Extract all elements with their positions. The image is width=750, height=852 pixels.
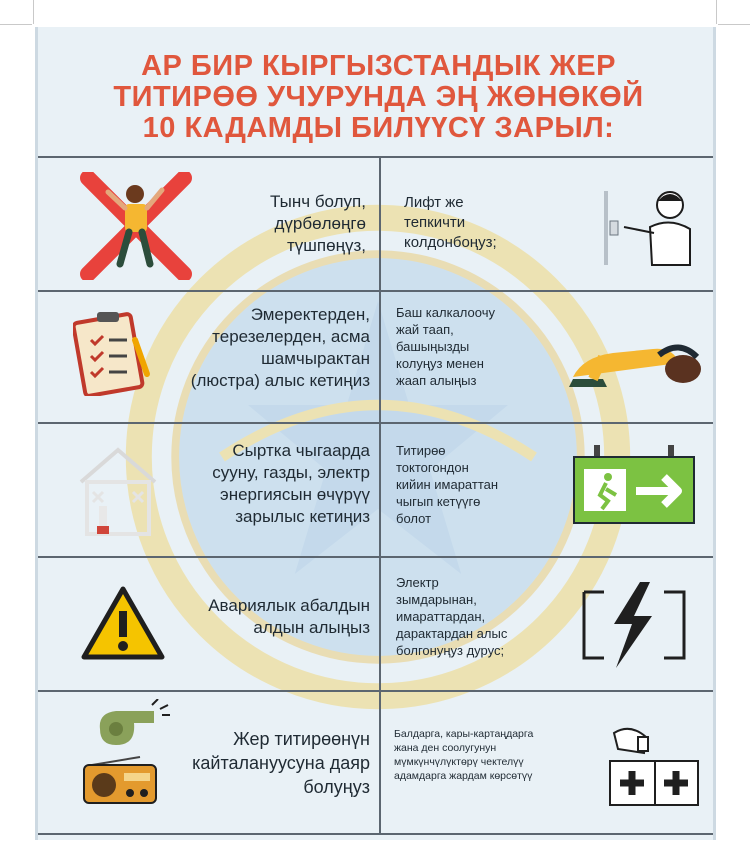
text-line: Балдарга, кары-картаңдарга [394,728,534,740]
step-text [148,304,370,392]
text-line: кайталануусуна даяр [192,753,370,773]
crop-mark [716,0,717,24]
text-line: зарылыс кетиңиз [235,507,370,526]
panic-person-icon [80,172,192,280]
text-line: тепкичти [404,214,466,231]
lightning-icon [580,580,688,670]
text-line: Баш калкалоочу [396,305,495,320]
text-line: кийин имараттан [396,477,499,492]
text-line: терезелерден, асма [212,327,370,346]
row-divider [38,690,716,692]
radio-icon [80,755,160,805]
step-text [158,727,370,799]
text-line: токтогондон [396,460,469,475]
step-text [396,442,538,527]
text-line: шамчырактан [261,349,370,368]
crop-mark [718,24,750,25]
text-line: Титирөө [396,443,446,458]
text-line: сууну, газды, электр [212,463,370,482]
text-line: мүмкүнчүлүктөрү чектелүү [394,756,524,768]
text-line: дүрбөлөңгө [274,214,366,233]
text-line: зымдарынан, [396,592,477,607]
row-divider [38,156,716,158]
text-line: дарактардан алыс [396,626,508,641]
text-line: жай таап, [396,322,454,337]
page-title [38,51,716,144]
text-line: колдонбоңуз; [404,234,497,251]
step-text [158,440,370,528]
text-line: колуңуз менен [396,356,484,371]
text-line: жаап алыңыз [396,373,477,388]
house-utility-icon [73,442,163,538]
text-line: болуңуз [303,777,370,797]
warning-triangle-icon [80,585,166,661]
text-line: Эмеректерден, [250,305,370,324]
text-line: адамдарга жардам көрсөтүү [394,770,533,782]
checklist-icon [73,310,153,396]
wall-switch-person-icon [600,185,700,273]
text-line: (люстра) алыс кетиңиз [190,371,370,390]
row-divider [38,556,716,558]
text-line: Авариялык абалдын [208,596,370,615]
text-line: чыгып кетүүгө [396,494,481,509]
row-divider [38,422,716,424]
text-line: жана ден соолугунун [394,742,497,754]
text-line: имараттардан, [396,609,486,624]
step-text [396,304,536,389]
exit-sign-icon [570,445,698,527]
text-line: башыңызды [396,339,470,354]
step-text [394,727,590,783]
duck-cover-person-icon [563,317,703,397]
poster [35,27,716,840]
crop-mark [0,24,32,25]
row-divider [38,833,716,835]
step-text [158,595,370,639]
text-line: алдын алыңыз [253,618,370,637]
title-line: 10 КАДАМДЫ БИЛҮҮСҮ ЗАРЫЛ: [142,112,615,144]
text-line: Тынч болуп, [270,192,366,211]
step-text [404,193,544,253]
title-line: ТИТИРӨӨ УЧУРУНДА ЭҢ ЖӨНӨКӨЙ [113,81,644,113]
text-line: Сыртка чыгаарда [232,441,370,460]
crop-mark [33,0,34,24]
row-divider [38,290,716,292]
text-line: энергиясын өчүрүү [220,485,370,504]
text-line: Электр [396,575,439,590]
text-line: Жер титирөөнүн [233,729,370,749]
step-text [208,191,366,257]
text-line: Лифт же [404,194,464,211]
text-line: болот [396,511,432,526]
text-line: түшпөңүз, [287,236,366,255]
title-line: АР БИР КЫРГЫЗСТАНДЫК ЖЕР [141,50,616,82]
text-line: болгонуңуз дурус; [396,643,505,658]
first-aid-kit-icon [604,719,704,809]
column-divider [379,156,381,835]
step-text [396,574,548,659]
